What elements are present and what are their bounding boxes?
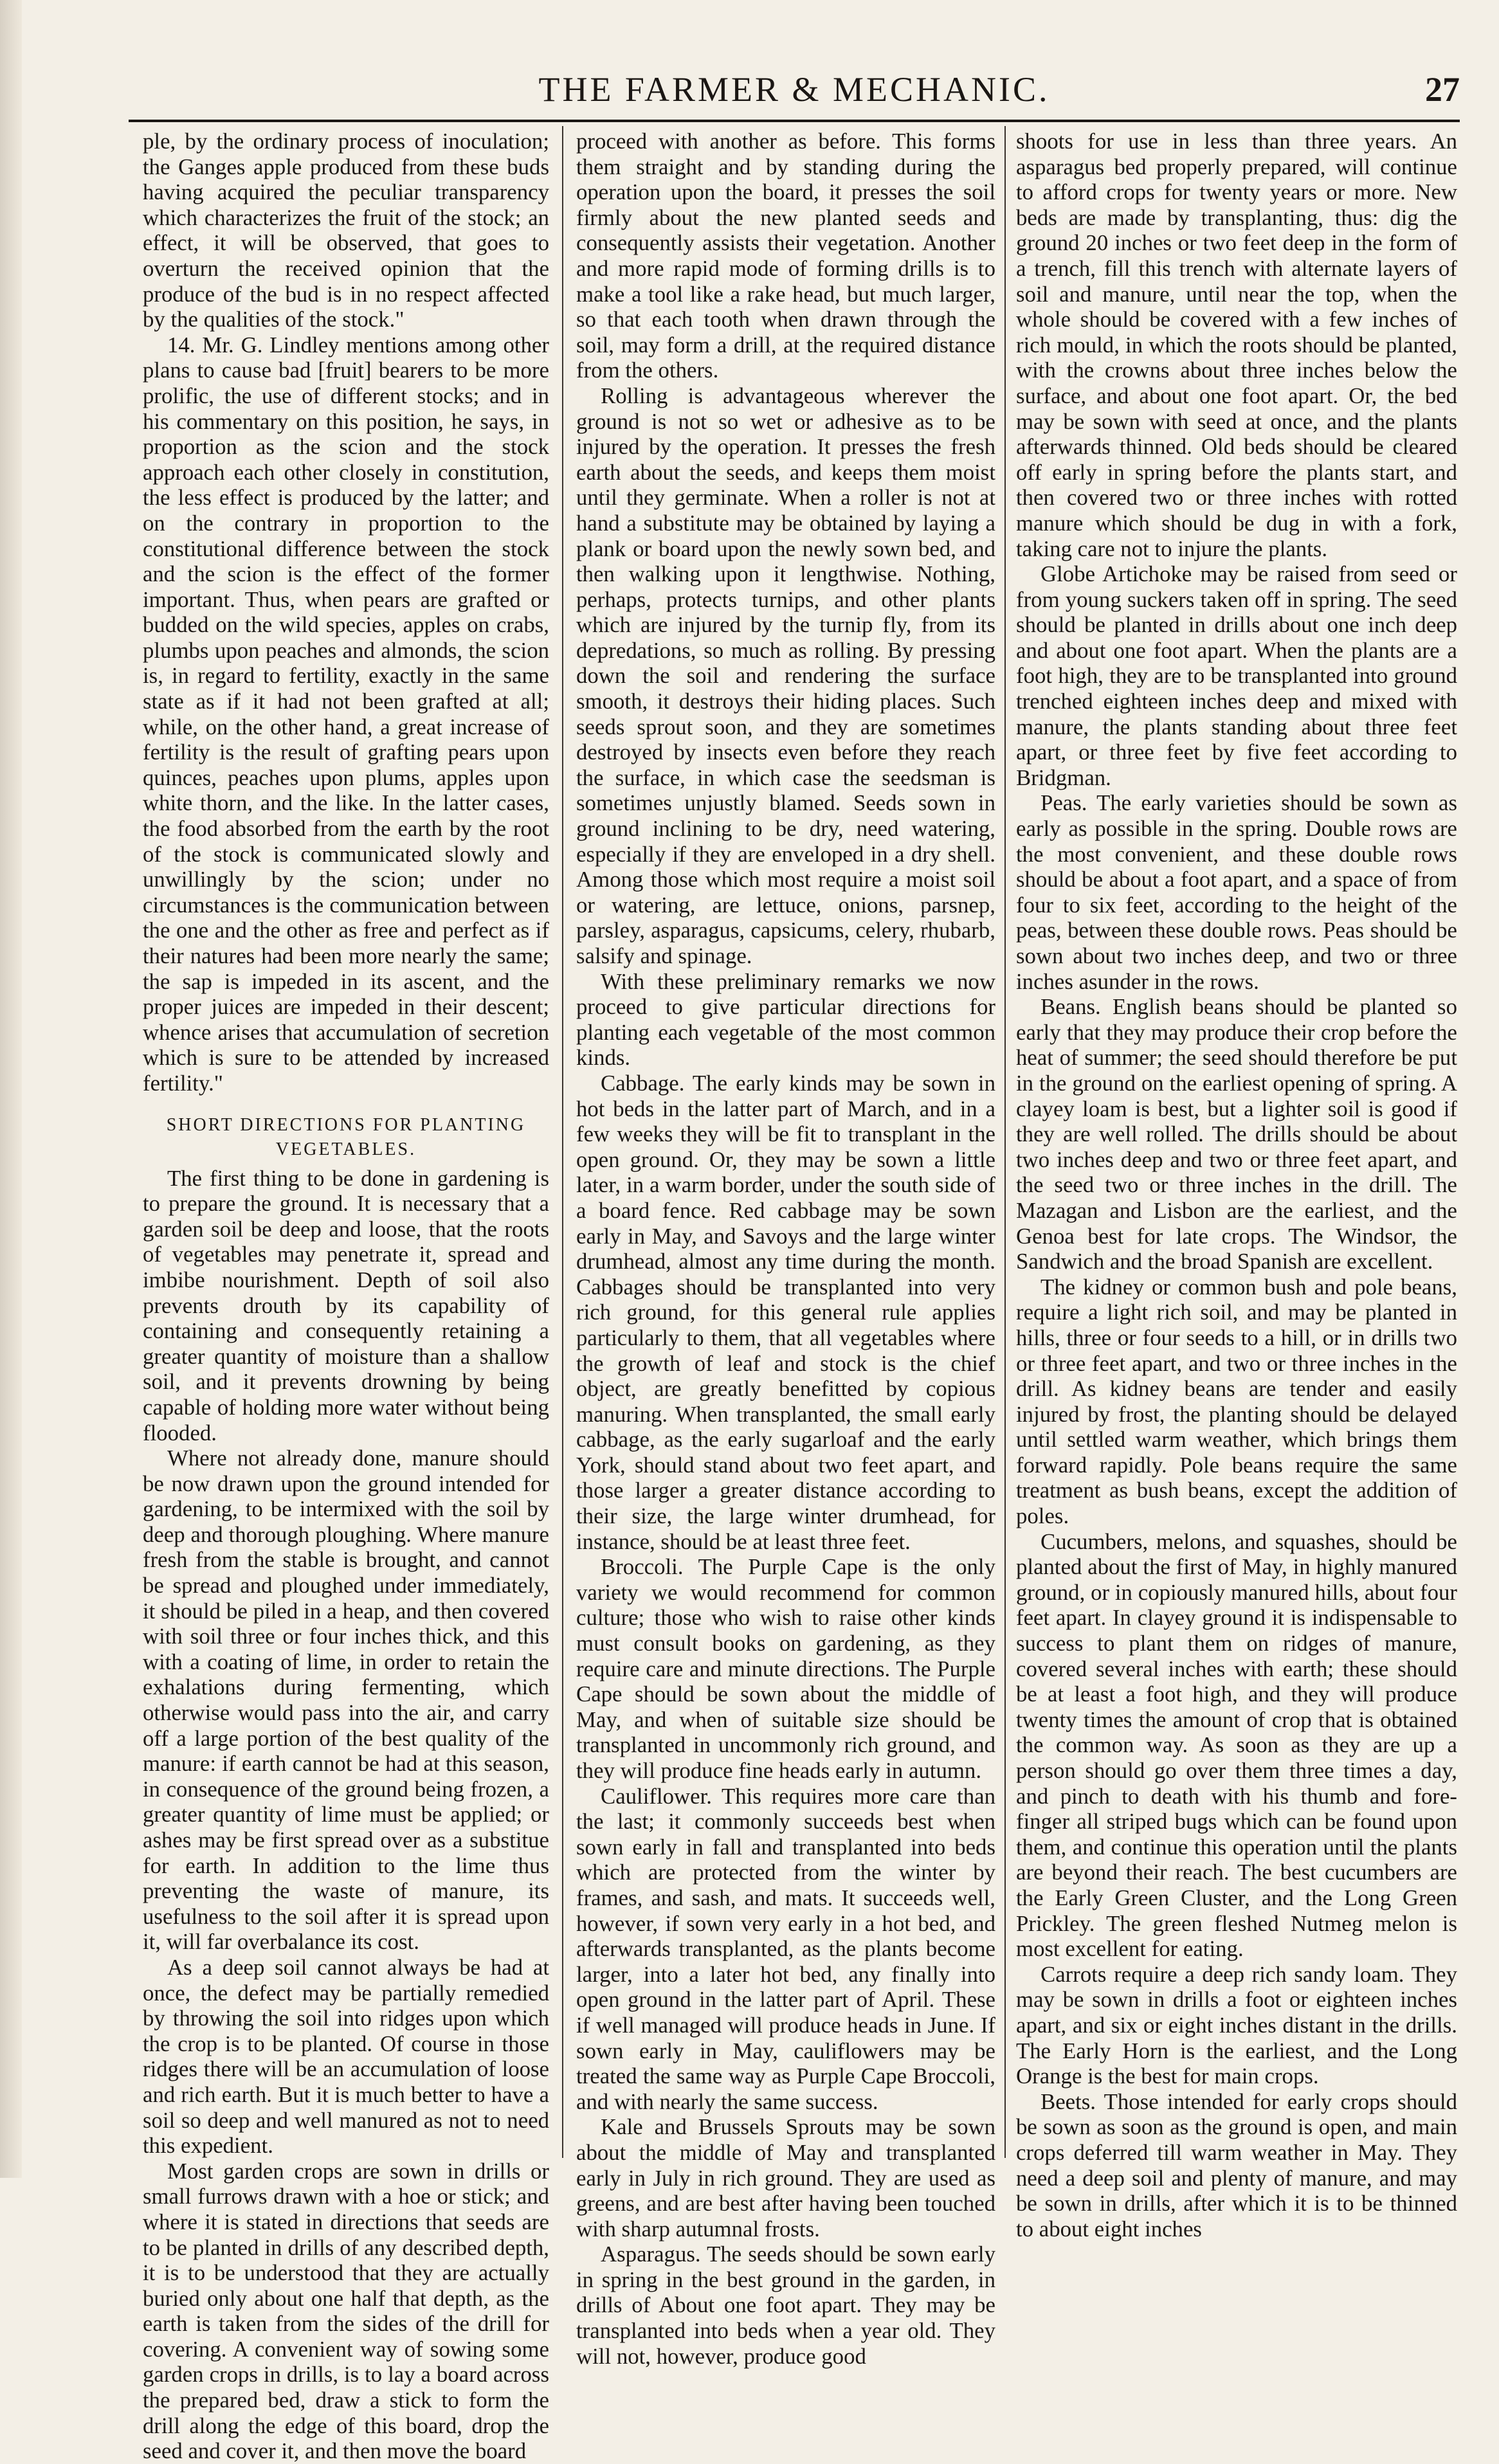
binding-edge [0,0,22,2178]
article-paragraph: With these preliminary remarks we now proceed to give particular directions for planting each vegetable of the most common kinds. [576,968,995,1071]
page-title: THE FARMER & MECHANIC. [538,70,1050,109]
article-paragraph: Beans. English beans should be planted so early that they may produce their crop before the heat of summer; the seed should therefore be put in the ground on the earliest opening of spring. A clayey loam is best, but a lighter soil is good if they are well rolled. The drills should be about two inches deep and two or three feet apart, and the seed two or three inches in the drill. The Mazagan and Lisbon are the earliest, and the Genoa best for late crops. The Windsor, the Sandwich and the broad Spanish are excellent. [1016,994,1457,1274]
column-3 [1016,129,1457,2242]
article-paragraph: Beets. Those intended for early crops should be sown as soon as the ground is open, and main crops deferred till warm weather in May. They need a deep soil and plenty of manure, and may be sown in drills, after which it is to be thinned to about eight inches [1016,2088,1457,2242]
article-paragraph: Cucumbers, melons, and squashes, should be planted about the first of May, in highly manured ground, or in copiously manured hills, about four feet apart. In clayey ground it is indispensable to success to plant them on ridges of manure, covered several inches with earth; these should be at least a foot high, and they will produce twenty times the amount of crop that is obtained the common way. As soon as they are up a person should go over them three times a day, and pinch to death with his thumb and fore-finger all striped bugs which can be found upon them, and continue this operation until the plants are beyond their reach. The best cucumbers are the Early Green Cluster, and the Long Green Prickley. The green fleshed Nutmeg melon is most excellent for eating. [1016,1528,1457,1962]
article-paragraph: The kidney or common bush and pole beans, require a light rich soil, and may be planted in hills, three or four seeds to a hill, or in drills two or three feet apart, and two or three inches in the drill. As kidney beans are tender and easily injured by frost, the planting should be delayed until settled warm weather, which brings them forward rapidly. Pole beans require the same treatment as bush beans, except the addition of poles. [1016,1274,1457,1529]
article-paragraph: As a deep soil cannot always be had at once, the defect may be partially remedied by throwing the soil into ridges upon which the crop is to be planted. Of course in those ridges there will be an accumulation of loose and rich earth. But it is much better to have a soil so deep and well manured as not to need this expedient. [143,1954,549,2159]
article-paragraph: proceed with another as before. This forms them straight and by standing during the operation upon the board, it presses the soil firmly about the new planted seeds and consequently assists their vegetation. Another and more rapid mode of forming drills is to make a tool like a rake head, but much larger, so that each tooth when drawn through the soil, may form a drill, at the required distance from the others. [576,129,995,383]
article-paragraph: Asparagus. The seeds should be sown early in spring in the best ground in the garden, in drills of About one foot apart. They may be transplanted into beds when a year old. They will not, however, produce good [576,2242,995,2369]
article-paragraph: Carrots require a deep rich sandy loam. They may be sown in drills a foot or eighteen inches apart, and six or eight inches distant in the drills. The Early Horn is the earliest, and the Long Orange is the best for main crops. [1016,1961,1457,2089]
header-rule [129,120,1460,122]
column-2 [576,129,995,2369]
page-number: 27 [1425,70,1460,109]
article-paragraph: Cauliflower. This requires more care than the last; it commonly succeeds best when sown early in fall and transplanted into beds which are protected from the winter by frames, and sash, and mats. It succeeds well, however, if sown very early in a hot bed, and afterwards transplanted, as the plants become larger, into a later hot bed, any finally into open ground in the latter part of April. These if well managed will produce heads in June. If sown early in May, cauliflowers may be treated the same way as Purple Cape Broccoli, and with nearly the same success. [576,1783,995,2114]
column-divider [562,126,563,2158]
article-paragraph: The first thing to be done in gardening is to prepare the ground. It is necessary that a garden soil be deep and loose, that the roots of vegetables may penetrate it, spread and imbibe nourishment. Depth of soil also prevents drouth by its capability of containing and consequently retaining a greater quantity of moisture than a shallow soil, and it prevents drowning by being capable of holding more water without being flooded. [143,1165,549,1445]
article-paragraph: Peas. The early varieties should be sown as early as possible in the spring. Double rows are the most convenient, and these double rows should be about a foot apart, and a space of from four to six feet, according to the height of the peas, between these double rows. Peas should be sown about two inches deep, and two or three inches asunder in the rows. [1016,790,1457,994]
article-paragraph: Cabbage. The early kinds may be sown in hot beds in the latter part of March, and in a few weeks they will be fit to transplant in the open ground. Or, they may be sown a little later, in a warm border, under the south side of a board fence. Red cabbage may be sown early in May, and Savoys and the large winter drumhead, almost any time during the month. Cabbages should be transplanted into very rich ground, for this general rule applies particularly to them, that all vegetables where the growth of leaf and stock is the chief object, are greatly benefitted by copious manuring. When transplanted, the small early cabbage, as the early sugarloaf and the early York, should stand about two feet apart, and those larger a greater distance according to their size, the large winter drumhead, for instance, should be at least three feet. [576,1070,995,1554]
page-header [129,64,1460,114]
article-paragraph: Globe Artichoke may be raised from seed or from young suckers taken off in spring. The seed should be planted in drills about one inch deep and about one foot apart. When the plants are a foot high, they are to be transplanted into ground trenched eighteen inches deep and mixed with manure, the plants standing about three feet apart, or three feet by five feet according to Bridgman. [1016,561,1457,790]
article-paragraph: Rolling is advantageous wherever the ground is not so wet or adhesive as to be injured by the operation. It presses the fresh earth about the seeds, and keeps them moist until they germinate. When a roller is not at hand a substitute may be obtained by laying a plank or board upon the newly sown bed, and then walking upon it lengthwise. Nothing, perhaps, protects turnips, and other plants which are injured by the turnip fly, from its depredations, so much as rolling. By pressing down the soil and rendering the surface smooth, it destroys their hiding places. Such seeds sprout soon, and they are sometimes destroyed by insects even before they reach the surface, in which case the seedsman is sometimes unjustly blamed. Seeds sown in ground inclining to be dry, need watering, especially if they are enveloped in a dry shell. Among those which most require a moist soil or watering, are lettuce, onions, parsnep, parsley, asparagus, capsicums, celery, rhubarb, salsify and spinage. [576,383,995,968]
article-paragraph: Where not already done, manure should be now drawn upon the ground intended for gardening, to be intermixed with the soil by deep and thorough ploughing. Where manure fresh from the stable is brought, and cannot be spread and ploughed under immediately, it should be piled in a heap, and then covered with soil three or four inches thick, and this with a coating of lime, in order to retain the exhalations during fermenting, which otherwise would pass into the air, and carry off a large portion of the best quality of the manure: if earth cannot be had at this season, in consequence of the ground being frozen, a greater quantity of lime must be applied; or ashes may be first spread over as a substitue for earth. In addition to the lime thus preventing the waste of manure, its usefulness to the soil after it is spread upon it, will far overbalance its cost. [143,1445,549,1955]
article-paragraph: 14. Mr. G. Lindley mentions among other plans to cause bad [fruit] bearers to be more prolific, the use of different stocks; and in his commentary on this position, he says, in proportion as the scion and the stock approach each other closely in constitution, the less effect is produced by the latter; and on the contrary in proportion to the constitutional difference between the stock and the scion is the effect of the former important. Thus, when pears are grafted or budded on the wild species, apples on crabs, plumbs upon peaches and almonds, the scion is, in regard to fertility, exactly in the same state as if it had not been grafted at all; while, on the other hand, a great increase of fertility is the result of grafting pears upon quinces, peaches upon plums, apples upon white thorn, and the like. In the latter cases, the food absorbed from the earth by the root of the stock is communicated slowly and unwillingly by the scion; under no circumstances is the communication between the one and the other as free and perfect as if their natures had been more nearly the same; the sap is impeded in its ascent, and the proper juices are impeded in their descent; whence arises that accumulation of secretion which is sure to be attended by increased fertility." [143,332,549,1096]
article-paragraph: ple, by the ordinary process of inoculation; the Ganges apple produced from these buds having acquired the peculiar transparency which characterizes the fruit of the stock; an effect, it will be observed, that goes to overturn the received opinion that the produce of the bud is in no respect affected by the qualities of the stock." [143,129,549,332]
article-paragraph: Kale and Brussels Sprouts may be sown about the middle of May and transplanted early in July in rich ground. They are used as greens, and are best after having been touched with sharp autumnal frosts. [576,2114,995,2242]
section-heading: SHORT DIRECTIONS FOR PLANTING VEGETABLES. [166,1114,526,1159]
article-paragraph: shoots for use in less than three years. An asparagus bed properly prepared, will continue to afford crops for twenty years or more. New beds are made by transplanting, thus: dig the ground 20 inches or two feet deep in the form of a trench, fill this trench with alternate layers of soil and manure, until near the top, when the whole should be covered with a few inches of rich mould, in which the roots should be planted, with the crowns about three inches below the surface, and about one foot apart. Or, the bed may be sown with seed at once, and the plants afterwards thinned. Old beds should be cleared off early in spring before the plants start, and then covered two or three inches with rotted manure which should be dug in with a fork, taking care not to injure the plants. [1016,129,1457,561]
column-divider [1004,126,1006,2158]
article-paragraph: Broccoli. The Purple Cape is the only variety we would recommend for common culture; those who wish to raise other kinds must consult books on gardening, as they require care and minute directions. The Purple Cape should be sown about the middle of May, and when of suitable size should be transplanted in uncommonly rich ground, and they will produce fine heads early in autumn. [576,1554,995,1783]
article-paragraph: Most garden crops are sown in drills or small furrows drawn with a hoe or stick; and where it is stated in directions that seeds are to be planted in drills of any described depth, it is to be understood that they are actually buried only about one half that depth, as the earth is taken from the sides of the drill for covering. A convenient way of sowing some garden crops in drills, is to lay a board across the prepared bed, draw a stick to form the drill along the edge of this board, drop the seed and cover it, and then move the board [143,2158,549,2464]
column-1 [143,129,549,2464]
